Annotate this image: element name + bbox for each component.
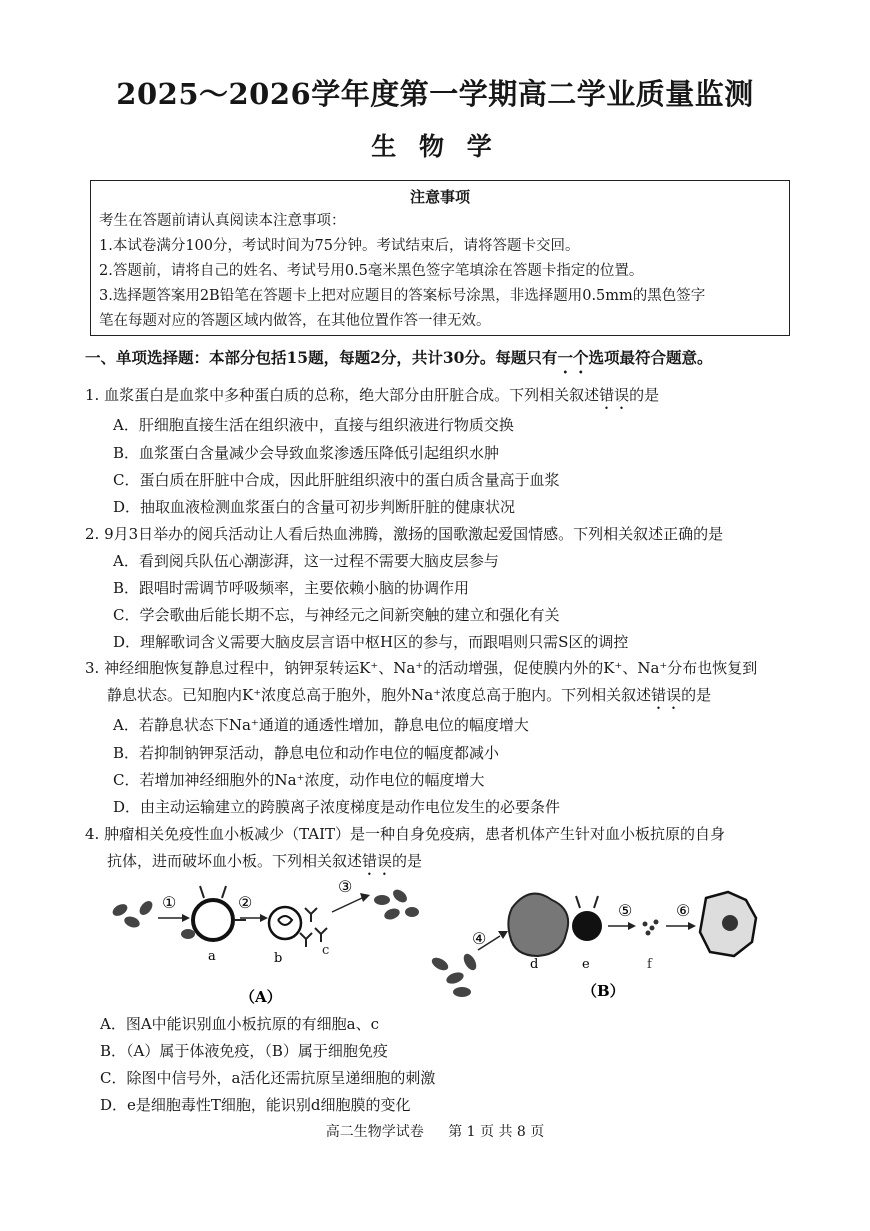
antibodies-c xyxy=(300,908,329,958)
question-1-option-b: B．血浆蛋白含量减少会导致血浆渗透压降低引起组织水肿 xyxy=(113,444,500,462)
notice-item-1: 1.本试卷满分100分，考试时间为75分钟。考试结束后，请将答题卡交回。 xyxy=(99,238,580,254)
question-2-stem: 2. 9月3日举办的阅兵活动让人看后热血沸腾，激扬的国歌激起爱国情感。下列相关叙述正确的是 xyxy=(85,525,724,543)
arrow-step-2 xyxy=(238,893,268,922)
arrow-step-4 xyxy=(472,929,508,950)
immune-response-figure xyxy=(100,878,780,1008)
platelet-cluster-a xyxy=(111,899,155,930)
label-c: c xyxy=(322,943,330,958)
question-4-stem-line2: 抗体，进而破坏血小板。下列相关叙述错误的是 xyxy=(107,852,423,870)
notice-box xyxy=(90,180,790,336)
question-4-option-b: B．（A）属于体液免疫，（B）属于细胞免疫 xyxy=(100,1042,388,1060)
question-1-option-a: A．肝细胞直接生活在组织液中，直接与组织液进行物质交换 xyxy=(113,416,514,434)
label-b: b xyxy=(274,951,283,966)
caption-panel-a: （A） xyxy=(240,988,282,1006)
question-3-option-b: B．若抑制钠钾泵活动，静息电位和动作电位的幅度都减小 xyxy=(113,744,500,762)
label-f: f xyxy=(647,957,652,972)
arrow-step-1 xyxy=(158,893,190,922)
cell-a xyxy=(181,886,246,964)
cell-b xyxy=(269,907,301,966)
step-1-label: ① xyxy=(162,893,177,912)
step-5-label: ⑤ xyxy=(618,901,633,920)
step-2-label: ② xyxy=(238,893,253,912)
question-1-stem: 1. 血浆蛋白是血浆中多种蛋白质的总称，绝大部分由肝脏合成。下列相关叙述错误的是 xyxy=(85,386,660,404)
step-6-label: ⑥ xyxy=(676,901,691,920)
notice-item-3b: 笔在每题对应的答题区域内做答，在其他位置作答一律无效。 xyxy=(99,313,491,329)
question-3-stem-line1: 3. 神经细胞恢复静息过程中，钠钾泵转运K⁺、Na⁺的活动增强，促使膜内外的K⁺、Na⁺分布也恢复到 xyxy=(85,659,758,677)
subject-title: 生 物 学 xyxy=(371,132,499,161)
question-3-option-d: D．由主动运输建立的跨膜离子浓度梯度是动作电位发生的必要条件 xyxy=(113,798,561,816)
question-1-option-d: D．抽取血液检测血浆蛋白的含量可初步判断肝脏的健康状况 xyxy=(113,498,516,516)
question-4-option-c: C．除图中信号外，a活化还需抗原呈递细胞的刺激 xyxy=(100,1069,436,1087)
question-4-option-a: A．图A中能识别血小板抗原的有细胞a、c xyxy=(100,1015,380,1033)
cell-d xyxy=(508,894,568,972)
bound-platelets xyxy=(374,887,419,921)
notice-item-3a: 3.选择题答案用2B铅笔在答题卡上把对应题目的答案标号涂黑，非选择题用0.5mm的黑色签字 xyxy=(99,288,706,304)
footer-exam-name: 高二生物学试卷 xyxy=(325,1124,424,1140)
question-3-stem-line2: 静息状态。已知胞内K⁺浓度总高于胞外，胞外Na⁺浓度总高于胞内。下列相关叙述错误的是 xyxy=(107,686,712,704)
page-footer xyxy=(0,1121,870,1141)
question-3-option-a: A．若静息状态下Na⁺通道的通透性增加，静息电位的幅度增大 xyxy=(113,716,529,734)
step-3-label: ③ xyxy=(338,878,353,896)
question-2-option-d: D．理解歌词含义需要大脑皮层言语中枢H区的参与，而跟唱则只需S区的调控 xyxy=(113,633,629,651)
step-4-label: ④ xyxy=(472,929,487,948)
notice-item-2: 2.答题前，请将自己的姓名、考试号用0.5毫米黑色签字笔填涂在答题卡指定的位置。 xyxy=(99,263,644,279)
arrow-step-6 xyxy=(666,901,696,930)
footer-page-number: 第 1 页 共 8 页 xyxy=(448,1124,545,1140)
exam-title: 2025～2026学年度第一学期高二学业质量监测 xyxy=(116,77,754,111)
question-2-option-b: B．跟唱时需调节呼吸频率，主要依赖小脑的协调作用 xyxy=(113,579,470,597)
notice-heading: 注意事项 xyxy=(409,188,470,206)
granules-f xyxy=(643,920,659,973)
platelet-cluster-b xyxy=(430,952,479,997)
damaged-cell xyxy=(700,892,756,956)
label-e: e xyxy=(582,957,590,972)
arrow-step-3 xyxy=(332,878,370,912)
question-4-option-d: D．e是细胞毒性T细胞，能识别d细胞膜的变化 xyxy=(100,1096,411,1114)
section-heading: 一、单项选择题：本部分包括15题，每题2分，共计30分。每题只有一个选项最符合题意。 xyxy=(85,348,713,367)
question-2-option-c: C．学会歌曲后能长期不忘，与神经元之间新突触的建立和强化有关 xyxy=(113,606,560,624)
question-3-option-c: C．若增加神经细胞外的Na⁺浓度，动作电位的幅度增大 xyxy=(113,771,485,789)
question-2-option-a: A．看到阅兵队伍心潮澎湃，这一过程不需要大脑皮层参与 xyxy=(113,552,499,570)
label-a: a xyxy=(208,949,216,964)
cell-e xyxy=(572,896,602,972)
label-d: d xyxy=(530,957,539,972)
question-1-option-c: C．蛋白质在肝脏中合成，因此肝脏组织液中的蛋白质含量高于血浆 xyxy=(113,471,560,489)
caption-panel-b: （B） xyxy=(582,982,625,1000)
question-4-stem-line1: 4. 肿瘤相关免疫性血小板减少（TAIT）是一种自身免疫病，患者机体产生针对血小板抗原的自身 xyxy=(85,825,726,843)
notice-intro: 考生在答题前请认真阅读本注意事项： xyxy=(99,213,346,229)
arrow-step-5 xyxy=(608,901,636,930)
